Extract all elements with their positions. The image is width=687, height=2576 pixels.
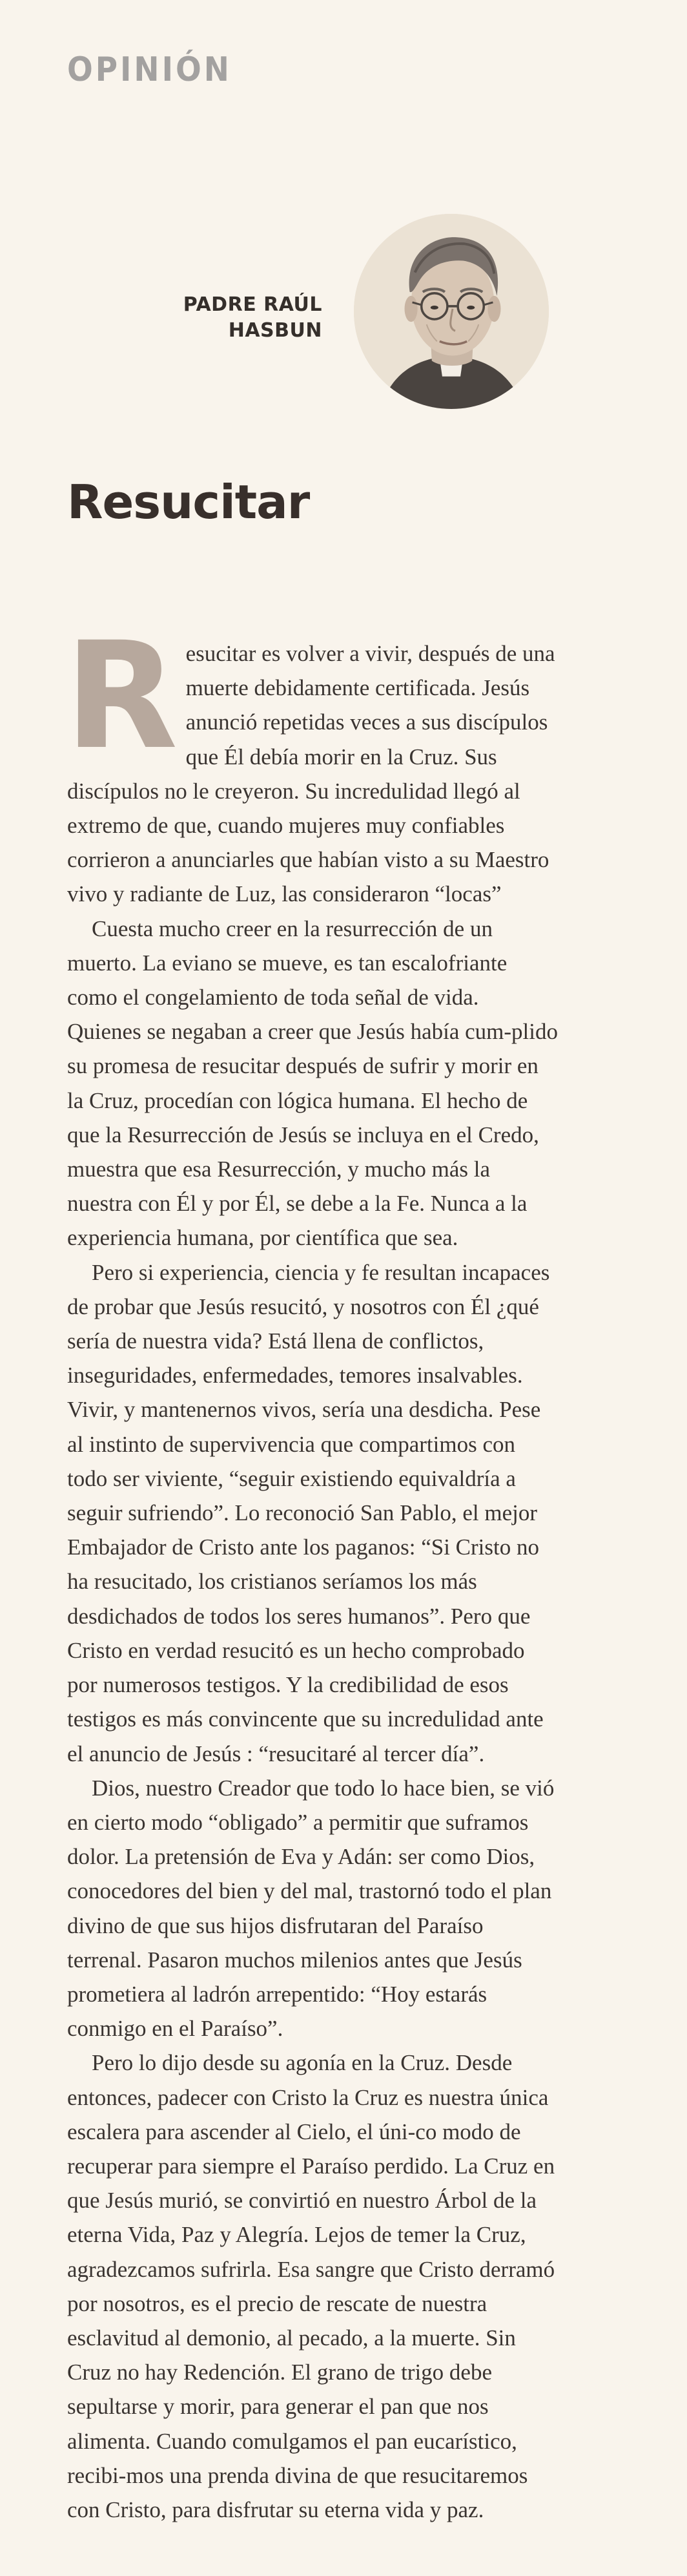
article-body <box>65 610 558 2527</box>
article-paragraph <box>65 610 558 912</box>
article-paragraph: Dios, nuestro Creador que todo lo hace bien, se vió en cierto modo “obligado” a permitir que suframos dolor. La pretensión de Eva y Adán: ser como Dios, conocedores del bien y del mal, trastornó todo el plan divino de que sus hijos disfrutaran del Paraíso terrenal. Pasaron muchos milenios antes que Jesús prometiera al ladrón arrepentido: “Hoy estarás conmigo en el Paraíso”. <box>67 1775 555 2042</box>
section-label: OPINIÓN <box>67 50 232 89</box>
drop-cap: R <box>65 610 178 782</box>
author-name-line-2: HASBUN <box>228 319 322 342</box>
author-name-line-1: PADRE RAÚL <box>183 293 322 316</box>
article-paragraph-text: esucitar es volver a vivir, después de una muerte debidamente certificada. Jesús anunció repetidas veces a sus discípulos que Él debía morir en la Cruz. Sus discípulos no le creyeron. Su incredulidad llegó al extremo de que, cuando mujeres muy confiables corrieron a anunciarles que habían visto a su Maestro vivo y radiante de Luz, las consideraron “locas” <box>67 641 555 907</box>
article-paragraph: Pero si experiencia, ciencia y fe resultan incapaces de probar que Jesús resucitó, y nosotros con Él ¿qué sería de nuestra vida? Está llena de conflictos, inseguridades, enfermedades, temores insalvables. Vivir, y mantenernos vivos, sería una desdicha. Pese al instinto de supervivencia que compartimos con todo ser viviente, “seguir existiendo equivaldría a seguir sufriendo”. Lo reconoció San Pablo, el mejor Embajador de Cristo ante los paganos: “Si Cristo no ha resucitado, los cristianos seríamos los más desdichados de todos los seres humanos”. Pero que Cristo en verdad resucitó es un hecho comprobado por numerosos testigos. Y la credibilidad de esos testigos es más convincente que su incredulidad ante el anuncio de Jesús : “resucitaré al tercer día”. <box>67 1259 550 1766</box>
author-name <box>183 292 322 344</box>
article-title: Resucitar <box>67 475 310 529</box>
author-avatar <box>354 214 549 409</box>
author-portrait-illustration <box>354 214 549 409</box>
article-paragraph: Cuesta mucho creer en la resurrección de un muerto. La eviano se mueve, es tan escalofriante como el congelamiento de toda señal de vida. Quienes se negaban a creer que Jesús había cum-plido su promesa de resucitar después de sufrir y morir en la Cruz, procedían con lógica humana. El hecho de que la Resurrección de Jesús se incluya en el Credo, muestra que esa Resurrección, y mucho más la nuestra con Él y por Él, se debe a la Fe. Nunca a la experiencia humana, por científica que sea. <box>67 916 558 1251</box>
article-paragraph: Pero lo dijo desde su agonía en la Cruz. Desde entonces, padecer con Cristo la Cruz es nuestra única escalera para ascender al Cielo, el úni-co modo de recuperar para siempre el Paraíso perdido. La Cruz en que Jesús murió, se convirtió en nuestro Árbol de la eterna Vida, Paz y Alegría. Lejos de temer la Cruz, agradezcamos sufrirla. Esa sangre que Cristo derramó por nosotros, es el precio de rescate de nuestra esclavitud al demonio, al pecado, a la muerte. Sin Cruz no hay Redención. El grano de trigo debe sepultarse y morir, para generar el pan que nos alimenta. Cuando comulgamos el pan eucarístico, recibi-mos una prenda divina de que resucitaremos con Cristo, para disfrutar su eterna vida y paz. <box>67 2050 555 2522</box>
